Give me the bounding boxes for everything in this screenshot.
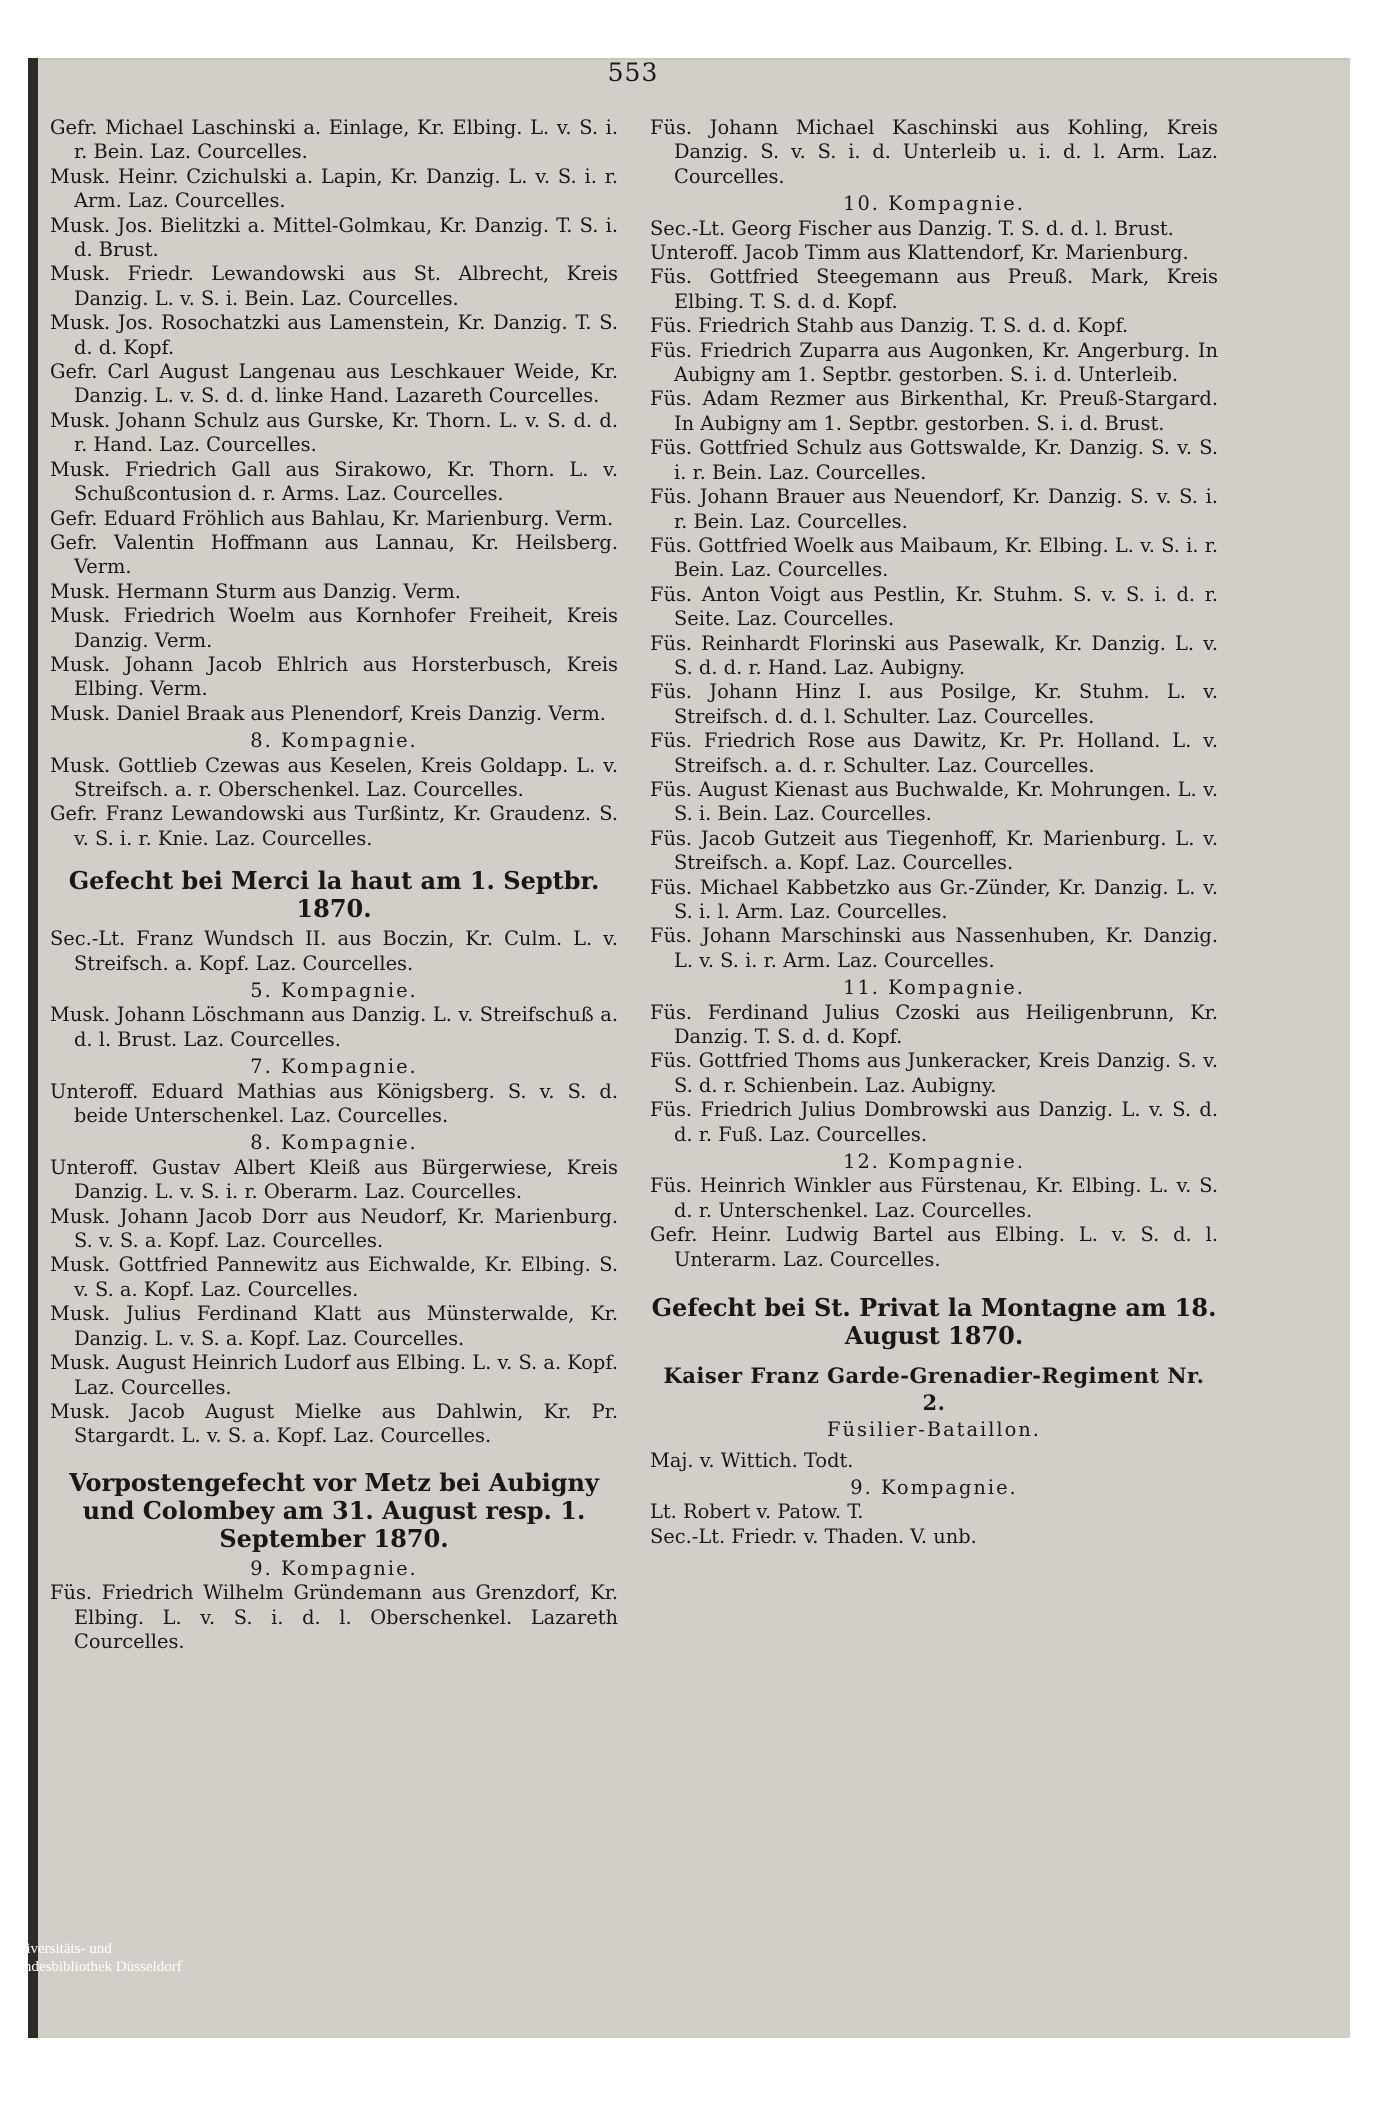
casualty-entry: Füs. Gottfried Schulz aus Gottswalde, Kr. Danzig. S. v. S. i. r. Bein. Laz. Courcelles. xyxy=(650,436,1218,484)
casualty-entry: Füs. Gottfried Steegemann aus Preuß. Mark, Kreis Elbing. T. S. d. d. Kopf. xyxy=(650,265,1218,313)
casualty-entry: Füs. Johann Michael Kaschinski aus Kohling, Kreis Danzig. S. v. S. i. d. Unterleib u. i. d. l. Arm. Laz. Courcelles. xyxy=(650,116,1218,188)
casualty-entry: Musk. Hermann Sturm aus Danzig. Verm. xyxy=(50,579,461,603)
casualty-entry: Füs. Gottfried Thoms aus Junkeracker, Kreis Danzig. S. v. S. d. r. Schienbein. Laz. Aubigny. xyxy=(650,1049,1218,1097)
casualty-entry: Sec.-Lt. Georg Fischer aus Danzig. T. S. d. d. l. Brust. xyxy=(650,216,1174,240)
casualty-entry: Gefr. Heinr. Ludwig Bartel aus Elbing. L. v. S. d. l. Unterarm. Laz. Courcelles. xyxy=(650,1223,1218,1271)
casualty-entry: Musk. Heinr. Czichulski a. Lapin, Kr. Danzig. L. v. S. i. r. Arm. Laz. Courcelles. xyxy=(50,164,618,213)
casualty-entry: Füs. Friedrich Zuparra aus Augonken, Kr. Angerburg. In Aubigny am 1. Septbr. gestorben. S. i. d. Unterleib. xyxy=(650,338,1218,387)
casualty-entry: Musk. Julius Ferdinand Klatt aus Münsterwalde, Kr. Danzig. L. v. S. a. Kopf. Laz. Courcelles. xyxy=(50,1302,618,1350)
casualty-entry: Sec.-Lt. Franz Wundsch II. aus Boczin, Kr. Culm. L. v. Streifsch. a. Kopf. Laz. Courcelles. xyxy=(50,927,618,975)
casualty-entry: Musk. Friedr. Lewandowski aus St. Albrecht, Kreis Danzig. L. v. S. i. Bein. Laz. Courcelles. xyxy=(50,262,618,310)
company-heading: 5. Kompagnie. xyxy=(250,979,418,1002)
casualty-entry: Unteroff. Gustav Albert Kleiß aus Bürgerwiese, Kreis Danzig. L. v. S. i. r. Oberarm. Laz. Courcelles. xyxy=(50,1155,618,1204)
casualty-entry: Musk. Gottlieb Czewas aus Keselen, Kreis Goldapp. L. v. Streifsch. a. r. Oberschenkel. Laz. Courcelles. xyxy=(50,753,618,801)
casualty-entry: Musk. Gottfried Pannewitz aus Eichwalde, Kr. Elbing. S. v. S. a. Kopf. Laz. Courcelles. xyxy=(50,1253,618,1301)
company-heading: 12. Kompagnie. xyxy=(843,1150,1025,1174)
library-watermark xyxy=(8,1940,182,1976)
battle-heading: Vorpostengefecht vor Metz bei Aubigny und Colombey am 31. August resp. 1. September 1870. xyxy=(69,1467,599,1553)
casualty-entry: Füs. Ferdinand Julius Czoski aus Heiligenbrunn, Kr. Danzig. T. S. d. d. Kopf. xyxy=(650,1000,1218,1049)
left-column xyxy=(50,116,618,1654)
casualty-entry: Füs. Anton Voigt aus Pestlin, Kr. Stuhm. S. v. S. i. d. r. Seite. Laz. Courcelles. xyxy=(650,582,1218,631)
casualty-entry: Füs. Johann Brauer aus Neuendorf, Kr. Danzig. S. v. S. i. r. Bein. Laz. Courcelles. xyxy=(650,485,1218,533)
casualty-entry: Füs. Gottfried Woelk aus Maibaum, Kr. Elbing. L. v. S. i. r. Bein. Laz. Courcelles. xyxy=(650,533,1218,582)
casualty-entry: Füs. Johann Marschinski aus Nassenhuben, Kr. Danzig. L. v. S. i. r. Arm. Laz. Courcelles. xyxy=(650,924,1218,972)
right-column xyxy=(650,116,1218,1549)
casualty-entry: Gefr. Eduard Fröhlich aus Bahlau, Kr. Marienburg. Verm. xyxy=(50,506,614,530)
casualty-entry: Musk. Johann Jacob Ehlrich aus Horsterbusch, Kreis Elbing. Verm. xyxy=(50,652,618,701)
battalion-heading: Füsilier-Bataillon. xyxy=(827,1418,1041,1442)
casualty-entry: Maj. v. Wittich. Todt. xyxy=(650,1448,854,1472)
casualty-entry: Füs. Adam Rezmer aus Birkenthal, Kr. Preuß-Stargard. In Aubigny am 1. Septbr. gestorben. S. i. d. Brust. xyxy=(650,387,1218,435)
company-heading: 9. Kompagnie. xyxy=(250,1556,418,1580)
casualty-entry: Gefr. Carl August Langenau aus Leschkauer Weide, Kr. Danzig. L. v. S. d. d. linke Hand. Lazareth Courcelles. xyxy=(50,360,618,408)
company-heading: 8. Kompagnie. xyxy=(250,1131,418,1155)
casualty-entry: Sec.-Lt. Friedr. v. Thaden. V. unb. xyxy=(650,1524,977,1548)
casualty-entry: Füs. Reinhardt Florinski aus Pasewalk, Kr. Danzig. L. v. S. d. d. r. Hand. Laz. Aubigny. xyxy=(650,631,1218,679)
casualty-entry: Musk. Johann Jacob Dorr aus Neudorf, Kr. Marienburg. S. v. S. a. Kopf. Laz. Courcelles. xyxy=(50,1204,618,1253)
casualty-entry: Unteroff. Jacob Timm aus Klattendorf, Kr. Marienburg. xyxy=(650,241,1189,265)
casualty-entry: Musk. Jos. Rosochatzki aus Lamenstein, Kr. Danzig. T. S. d. d. Kopf. xyxy=(50,311,618,359)
casualty-entry: Unteroff. Eduard Mathias aus Königsberg. S. v. S. d. beide Unterschenkel. Laz. Courcelles. xyxy=(50,1079,618,1128)
company-heading: 8. Kompagnie. xyxy=(250,729,418,753)
casualty-entry: Füs. Michael Kabbetzko aus Gr.-Zünder, Kr. Danzig. L. v. S. i. l. Arm. Laz. Courcelles. xyxy=(650,875,1218,923)
watermark-line-1: Universitäts- und xyxy=(8,1941,112,1957)
casualty-entry: Füs. Friedrich Rose aus Dawitz, Kr. Pr. Holland. L. v. Streifsch. a. d. r. Schulter. Laz. Courcelles. xyxy=(650,729,1218,777)
page-number: 553 xyxy=(607,58,659,87)
casualty-entry: Musk. Friedrich Gall aus Sirakowo, Kr. Thorn. L. v. Schußcontusion d. r. Arms. Laz. Courcelles. xyxy=(50,457,618,506)
casualty-entry: Füs. Heinrich Winkler aus Fürstenau, Kr. Elbing. L. v. S. d. r. Unterschenkel. Laz. Courcelles. xyxy=(650,1174,1218,1222)
casualty-entry: Musk. August Heinrich Ludorf aus Elbing. L. v. S. a. Kopf. Laz. Courcelles. xyxy=(50,1351,618,1399)
casualty-entry: Füs. Friedrich Wilhelm Gründemann aus Grenzdorf, Kr. Elbing. L. v. S. i. d. l. Oberschenkel. Lazareth Courcelles. xyxy=(50,1581,618,1653)
casualty-entry: Füs. August Kienast aus Buchwalde, Kr. Mohrungen. L. v. S. i. Bein. Laz. Courcelles. xyxy=(650,777,1218,826)
casualty-entry: Gefr. Michael Laschinski a. Einlage, Kr. Elbing. L. v. S. i. r. Bein. Laz. Courcelles. xyxy=(50,116,618,164)
casualty-entry: Füs. Jacob Gutzeit aus Tiegenhoff, Kr. Marienburg. L. v. Streifsch. a. Kopf. Laz. Courcelles. xyxy=(650,826,1218,875)
casualty-entry: Lt. Robert v. Patow. T. xyxy=(650,1500,864,1524)
watermark-line-2: Landesbibliothek Düsseldorf xyxy=(8,1959,182,1975)
company-heading: 7. Kompagnie. xyxy=(250,1055,418,1079)
battle-heading: Gefecht bei Merci la haut am 1. Septbr. 1870. xyxy=(68,866,600,924)
casualty-entry: Musk. Johann Schulz aus Gurske, Kr. Thorn. L. v. S. d. d. r. Hand. Laz. Courcelles. xyxy=(50,408,618,457)
casualty-entry: Füs. Johann Hinz I. aus Posilge, Kr. Stuhm. L. v. Streifsch. d. d. l. Schulter. Laz. Courcelles. xyxy=(650,680,1218,728)
battle-heading: Gefecht bei St. Privat la Montagne am 18. August 1870. xyxy=(651,1293,1217,1351)
company-heading: 9. Kompagnie. xyxy=(850,1475,1018,1499)
casualty-entry: Musk. Johann Löschmann aus Danzig. L. v. Streifschuß a. d. l. Brust. Laz. Courcelles. xyxy=(50,1003,618,1051)
casualty-entry: Musk. Daniel Braak aus Plenendorf, Kreis Danzig. Verm. xyxy=(50,701,606,725)
regiment-heading: Kaiser Franz Garde-Grenadier-Regiment Nr. 2. xyxy=(663,1363,1205,1416)
casualty-entry: Musk. Jos. Bielitzki a. Mittel-Golmkau, Kr. Danzig. T. S. i. d. Brust. xyxy=(50,213,618,262)
casualty-entry: Gefr. Valentin Hoffmann aus Lannau, Kr. Heilsberg. Verm. xyxy=(50,530,618,579)
casualty-entry: Füs. Friedrich Stahb aus Danzig. T. S. d. d. Kopf. xyxy=(650,314,1129,338)
casualty-entry: Musk. Friedrich Woelm aus Kornhofer Freiheit, Kreis Danzig. Verm. xyxy=(50,604,618,652)
casualty-entry: Füs. Friedrich Julius Dombrowski aus Danzig. L. v. S. d. d. r. Fuß. Laz. Courcelles. xyxy=(650,1098,1218,1146)
casualty-entry: Gefr. Franz Lewandowski aus Turßintz, Kr. Graudenz. S. v. S. i. r. Knie. Laz. Courcelles. xyxy=(50,802,618,850)
casualty-entry: Musk. Jacob August Mielke aus Dahlwin, Kr. Pr. Stargardt. L. v. S. a. Kopf. Laz. Courcelles. xyxy=(50,1399,618,1448)
company-heading: 10. Kompagnie. xyxy=(843,192,1025,216)
company-heading: 11. Kompagnie. xyxy=(843,976,1025,1000)
